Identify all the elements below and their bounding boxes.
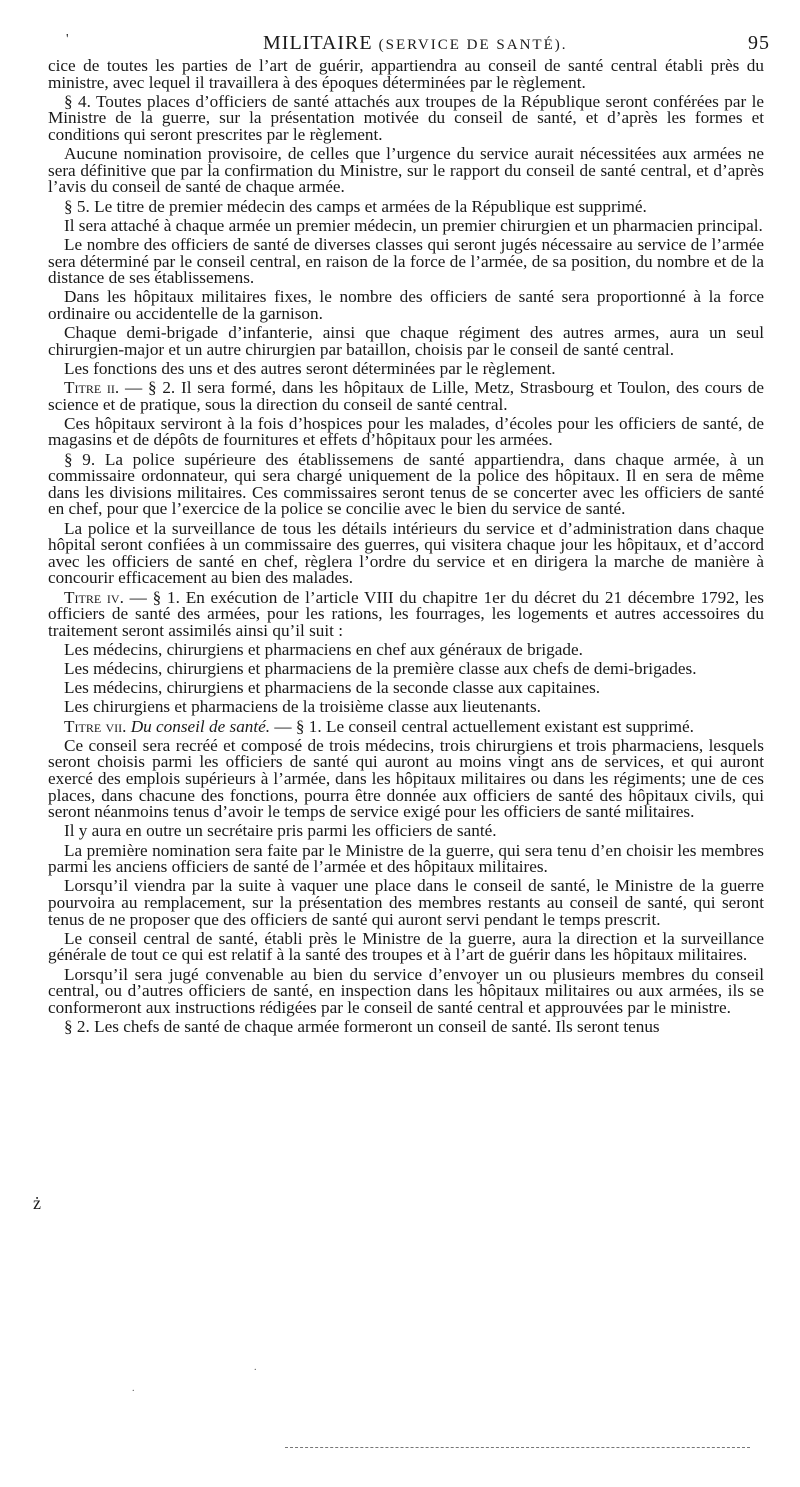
- speck-dot: .: [254, 1362, 257, 1373]
- footer-rule: [285, 1447, 750, 1448]
- header-mark: ': [66, 32, 70, 47]
- paragraph: [48, 58, 764, 91]
- paragraph: [48, 661, 764, 678]
- paragraph-text: § 2. Les chefs de santé de chaque armée formeront un conseil de santé. Ils seront tenus: [64, 1016, 660, 1036]
- paragraph: [48, 699, 764, 716]
- paragraph-text: — § 2. Il sera formé, dans les hôpitaux de Lille, Metz, Strasbourg et Toulon, des cours de science et de pratique, sous la direction du conseil de santé central.: [48, 378, 765, 414]
- paragraph: [48, 91, 764, 144]
- paragraph-text: Dans les hôpitaux militaires fixes, le nombre des officiers de santé sera proportionné à la force ordinaire ou accidentelle de la garnison.: [48, 287, 764, 323]
- section-heading: Du conseil de santé.: [126, 716, 271, 736]
- paragraph-text: Lorsqu’il sera jugé convenable au bien du service d’envoyer un ou plusieurs membres du conseil central, ou d’autres officiers de santé, en inspection dans les hôpitaux militaires ou aux armées, ils se conformeront aux instructions rédigées par le conseil de santé central et approuvées par le ministre.: [48, 964, 764, 1017]
- paragraph-text: § 9. La police supérieure des établissemens de santé appartiendra, dans chaque armée, à un commissaire ordonnateur, qui sera chargé uniquement de la police des hôpitaux. Il en sera de même dans les divisions militaires. Ces commissaires seront tenus de se concerter avec les officiers de santé en chef, pour que l’exercice de la police se concilie avec le bien du service de santé.: [48, 449, 764, 519]
- margin-mark: ż: [33, 1193, 41, 1213]
- paragraph: [48, 358, 764, 378]
- paragraph-text: La police et la surveillance de tous les détails intérieurs du service et d’administration dans chaque hôpital seront confiées à un commissaire des guerres, qui visitera chaque jour les hôpitaux, et d’accord avec les officiers de santé en chef, règlera l’ordre du service et en dirigera la marche de manière à concourir efficacement au bien des malades.: [48, 518, 764, 588]
- paragraph: [48, 518, 764, 588]
- paragraph: [48, 449, 764, 519]
- title-label: Titre ii.: [64, 378, 120, 398]
- paragraph-text: La première nomination sera faite par le Ministre de la guerre, qui sera tenu d’en choisir les membres parmi les anciens officiers de santé de l’armée et des hôpitaux militaires.: [48, 840, 764, 877]
- paragraph: [48, 215, 764, 235]
- paragraph: [48, 380, 764, 413]
- paragraph-text: cice de toutes les parties de l’art de guérir, appartiendra au conseil de santé central établi près du ministre, avec lequel il travaillera à des époques déterminées par le règlement.: [48, 56, 764, 92]
- paragraph-text: § 5. Le titre de premier médecin des camps et armées de la République est supprimé.: [64, 196, 647, 216]
- paragraph: [48, 1016, 764, 1036]
- running-header: [48, 32, 770, 58]
- paragraph-text: Il sera attaché à chaque armée un premier médecin, un premier chirurgien et un pharmacien principal.: [64, 215, 763, 235]
- paragraph: [48, 928, 764, 965]
- paragraph: [48, 196, 764, 216]
- paragraph-text: Les médecins, chirurgiens et pharmaciens de la seconde classe aux capitaines.: [64, 678, 601, 698]
- paragraph: [48, 639, 764, 659]
- paragraph: [48, 735, 764, 822]
- running-title: [263, 32, 567, 55]
- paragraph-text: Aucune nomination provisoire, de celles que l’urgence du service aurait nécessitées aux armées ne sera définitive que par la confirmation du Ministre, sur le rapport du conseil de santé central, et d’après l’avis du conseil de santé de chaque armée.: [48, 144, 764, 197]
- page-number: 95: [748, 32, 770, 54]
- paragraph-text: Les médecins, chirurgiens et pharmaciens de la première classe aux chefs de demi-brigades.: [64, 659, 697, 679]
- paragraph: [48, 413, 764, 450]
- paragraph-text: Les médecins, chirurgiens et pharmaciens en chef aux généraux de brigade.: [64, 639, 583, 659]
- running-title-main: MILITAIRE: [263, 32, 373, 54]
- paragraph: [48, 146, 764, 196]
- body-text: [48, 58, 764, 1038]
- paragraph: [48, 823, 764, 840]
- paragraph: [48, 325, 764, 358]
- title-label: Titre vii.: [64, 716, 127, 736]
- paragraph-text: Ce conseil sera recréé et composé de trois médecins, trois chirurgiens et trois pharmaciens, lesquels seront choisis parmi les officiers de santé qui auront au moins vingt ans de services, et qui auront exercé des emplois supérieurs à l’armée, dans les hôpitaux militaires ou dans les régiments; une de ces places, dans chacune des fonctions, pourra être donnée aux officiers de santé des hôpitaux civils, qui seront néanmoins tenus d’avoir le temps de service exigé pour les officiers de santé militaires.: [48, 735, 764, 822]
- title-label: Titre iv.: [64, 587, 124, 607]
- paragraph: [48, 716, 764, 736]
- paragraph: [48, 289, 764, 322]
- running-title-sub: (SERVICE DE SANTÉ).: [378, 37, 568, 53]
- paragraph: [48, 840, 764, 877]
- paragraph-text: Le nombre des officiers de santé de diverses classes qui seront jugés nécessaire au service de l’armée sera déterminé par le conseil central, en raison de la force de l’armée, de sa position, du nombre et de la distance de ses établissemens.: [48, 234, 764, 288]
- paragraph-text: Le conseil central de santé, établi près le Ministre de la guerre, aura la direction et la surveillance générale de tout ce qui est relatif à la santé des troupes et à l’art de guérir dans les hôpitaux militaires.: [48, 928, 764, 965]
- paragraph-text: Les chirurgiens et pharmaciens de la troisième classe aux lieutenants.: [64, 697, 541, 717]
- paragraph-text: — § 1. Le conseil central actuellement existant est supprimé.: [270, 716, 694, 736]
- paragraph-text: Les fonctions des uns et des autres seront déterminées par le règlement.: [64, 358, 556, 378]
- paragraph-text: § 4. Toutes places d’officiers de santé attachés aux troupes de la République seront conférées par le Ministre de la guerre, sur la présentation motivée du conseil de santé, et d’après les formes et conditions qui seront prescrites par le règlement.: [48, 91, 764, 144]
- paragraph: [48, 587, 764, 640]
- paragraph: [48, 964, 764, 1017]
- paragraph-text: — § 1. En exécution de l’article VIII du chapitre 1er du décret du 21 décembre 1792, les officiers de santé des armées, pour les rations, les fourrages, les logements et autres accessoires du traitement seront assimilés ainsi qu’il suit :: [48, 587, 764, 640]
- paragraph-text: Chaque demi-brigade d’infanterie, ainsi que chaque régiment des autres armes, aura un seul chirurgien-major et un autre chirurgien par bataillon, choisis par le conseil de santé central.: [48, 323, 764, 359]
- paragraph-text: Ces hôpitaux serviront à la fois d’hospices pour les malades, d’écoles pour les officiers de santé, de magasins et de dépôts de fournitures et effets d’hôpitaux pour les armées.: [48, 413, 764, 450]
- paragraph: [48, 234, 764, 288]
- speck-dot: .: [132, 1383, 135, 1394]
- paragraph-text: Lorsqu’il viendra par la suite à vaquer une place dans le conseil de santé, le Ministre de la guerre pourvoira au remplacement, sur la présentation des membres restants au conseil de santé, qui seront tenus de ne proposer que des officiers de santé qui auront servi pendant le temps prescrit.: [48, 876, 764, 929]
- paragraph: [48, 680, 764, 697]
- paragraph: [48, 878, 764, 928]
- paragraph-text: Il y aura en outre un secrétaire pris parmi les officiers de santé.: [64, 821, 497, 841]
